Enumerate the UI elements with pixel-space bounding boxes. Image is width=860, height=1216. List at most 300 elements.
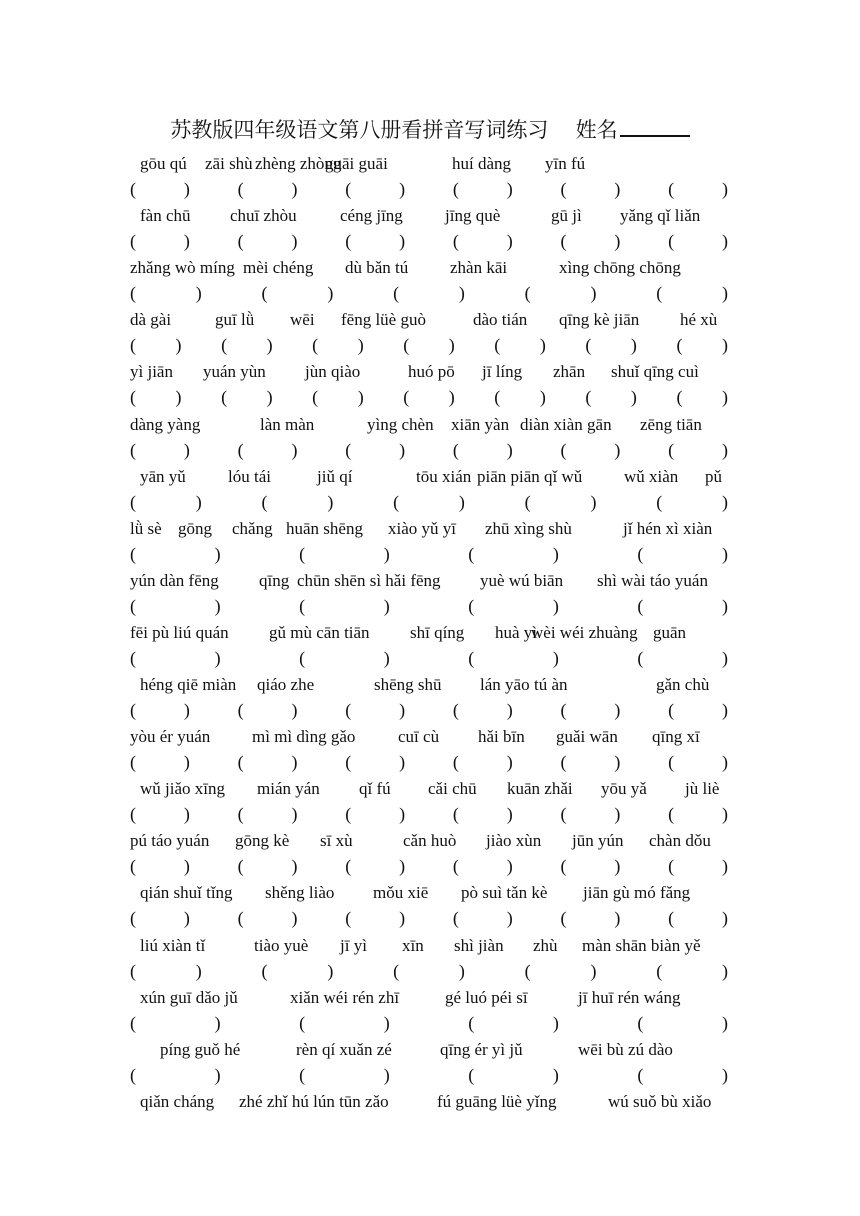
pinyin-word: lán yāo <box>480 675 530 694</box>
close-paren: ) <box>266 335 273 356</box>
close-paren: ) <box>291 804 298 825</box>
pinyin-word: yìng chèn <box>367 414 434 434</box>
pinyin-line <box>0 467 860 491</box>
open-paren: ( <box>468 647 475 668</box>
close-paren: ) <box>722 804 728 825</box>
answer-parentheses-line[interactable] <box>0 648 860 672</box>
pinyin-line <box>0 1040 860 1064</box>
open-paren: ( <box>130 335 136 356</box>
close-paren: ) <box>291 231 298 252</box>
close-paren: ) <box>175 387 182 408</box>
open-paren: ( <box>345 908 352 929</box>
close-paren: ) <box>552 543 559 564</box>
pinyin-word: chàn dǒu <box>649 831 711 851</box>
pinyin-word: wú suǒ bù xiǎo <box>608 1091 712 1111</box>
pinyin-word: dào tián <box>473 310 528 330</box>
pinyin-word: chūn shēn sì hǎi fēng <box>297 570 441 590</box>
open-paren: ( <box>676 387 683 408</box>
pinyin-line <box>0 779 860 803</box>
close-paren: ) <box>291 179 298 199</box>
close-paren: ) <box>183 752 190 773</box>
pinyin-word: chǎng <box>232 518 273 538</box>
pinyin-word: xiān yàn <box>451 414 510 434</box>
pinyin-word: héng qiē miàn <box>140 675 237 694</box>
open-paren: ( <box>393 283 400 304</box>
pinyin-word: gǎn chù <box>656 675 710 694</box>
close-paren: ) <box>614 908 621 929</box>
answer-parentheses-line[interactable] <box>0 179 860 203</box>
open-paren: ( <box>656 960 663 981</box>
pinyin-word: shì wài táo yuán <box>597 570 708 590</box>
pinyin-word: jī yì <box>340 935 367 955</box>
close-paren: ) <box>399 231 406 252</box>
open-paren: ( <box>637 543 644 564</box>
close-paren: ) <box>630 335 637 356</box>
pinyin-word: píng guǒ hé <box>160 1039 241 1059</box>
close-paren: ) <box>722 335 728 356</box>
open-paren: ( <box>656 283 663 304</box>
close-paren: ) <box>183 231 190 252</box>
pinyin-word: zāi shù <box>205 154 253 173</box>
open-paren: ( <box>312 387 319 408</box>
pinyin-line <box>0 362 860 386</box>
open-paren: ( <box>637 595 644 616</box>
close-paren: ) <box>506 700 513 720</box>
close-paren: ) <box>722 647 728 668</box>
pinyin-word: huà yì <box>495 622 538 642</box>
pinyin-line <box>0 519 860 543</box>
open-paren: ( <box>560 700 567 720</box>
pinyin-word: yān yǔ <box>140 466 186 486</box>
open-paren: ( <box>312 335 319 356</box>
pinyin-word: tōu xián <box>416 466 472 486</box>
close-paren: ) <box>195 283 202 304</box>
name-blank <box>620 117 690 137</box>
close-paren: ) <box>722 960 728 981</box>
open-paren: ( <box>560 231 567 252</box>
pinyin-word: xiǎn wéi rén zhī <box>290 987 400 1007</box>
close-paren: ) <box>183 439 190 460</box>
open-paren: ( <box>468 1012 475 1033</box>
open-paren: ( <box>452 439 459 460</box>
pinyin-word: yún dàn fēng <box>130 570 219 590</box>
close-paren: ) <box>722 543 728 564</box>
pinyin-word: huān shēng <box>286 518 363 538</box>
pinyin-word: dà gài <box>130 310 172 330</box>
close-paren: ) <box>552 1064 559 1085</box>
pinyin-line <box>0 1092 860 1116</box>
open-paren: ( <box>668 700 675 720</box>
pinyin-line <box>0 154 860 178</box>
close-paren: ) <box>506 856 513 877</box>
open-paren: ( <box>676 335 683 356</box>
close-paren: ) <box>722 439 728 460</box>
open-paren: ( <box>668 856 675 877</box>
close-paren: ) <box>722 752 728 773</box>
close-paren: ) <box>722 1012 728 1033</box>
open-paren: ( <box>524 491 531 512</box>
pinyin-word: qiáo zhe <box>257 675 315 694</box>
worksheet-title <box>0 114 860 144</box>
pinyin-word: yuán yùn <box>203 362 266 382</box>
pinyin-word: fēng lüè guò <box>341 310 426 330</box>
pinyin-line <box>0 623 860 647</box>
pinyin-line <box>0 258 860 282</box>
close-paren: ) <box>614 804 621 825</box>
open-paren: ( <box>452 752 459 773</box>
pinyin-word: wǔ jiǎo xīng <box>140 779 225 799</box>
pinyin-word: cuī cù <box>398 727 440 747</box>
open-paren: ( <box>130 231 136 252</box>
pinyin-line <box>0 675 860 699</box>
pinyin-word: guāi guāi <box>325 154 388 173</box>
close-paren: ) <box>722 231 728 252</box>
close-paren: ) <box>399 804 406 825</box>
pinyin-word: gé luó péi sī <box>445 987 528 1007</box>
pinyin-word: guǎi wān <box>556 727 618 747</box>
pinyin-word: fú guāng lüè yǐng <box>437 1091 557 1111</box>
pinyin-word: piān piān qǐ wǔ <box>477 466 583 486</box>
close-paren: ) <box>506 231 513 252</box>
open-paren: ( <box>345 700 352 720</box>
answer-parentheses-line[interactable] <box>0 231 860 255</box>
pinyin-word: zēng tiān <box>640 414 702 434</box>
pinyin-word: huí dàng <box>452 154 512 173</box>
open-paren: ( <box>637 1064 644 1085</box>
close-paren: ) <box>614 439 621 460</box>
close-paren: ) <box>291 752 298 773</box>
pinyin-word: shēng shū <box>374 675 442 694</box>
pinyin-word: qǐ fú <box>359 779 391 799</box>
open-paren: ( <box>345 231 352 252</box>
close-paren: ) <box>399 856 406 877</box>
pinyin-word: xún guī dǎo jǔ <box>140 987 238 1007</box>
pinyin-word: xiào yǔ yī <box>388 518 456 538</box>
pinyin-word: zhū xìng shù <box>485 518 572 538</box>
open-paren: ( <box>637 1012 644 1033</box>
close-paren: ) <box>722 595 728 616</box>
pinyin-word: tiào yuè <box>254 935 309 955</box>
open-paren: ( <box>299 543 306 564</box>
open-paren: ( <box>494 335 501 356</box>
name-label: 姓名 <box>575 118 618 142</box>
pinyin-word: màn shān biàn yě <box>582 935 701 955</box>
open-paren: ( <box>261 283 268 304</box>
close-paren: ) <box>506 752 513 773</box>
pinyin-word: yōu yǎ <box>601 779 647 799</box>
answer-parentheses-line[interactable] <box>0 856 860 880</box>
answer-parentheses-line[interactable] <box>0 283 860 307</box>
open-paren: ( <box>452 700 459 720</box>
close-paren: ) <box>614 856 621 877</box>
pinyin-word: wǔ xiàn <box>624 466 679 486</box>
open-paren: ( <box>221 387 228 408</box>
pinyin-line <box>0 936 860 960</box>
pinyin-word: jù liè <box>685 779 720 799</box>
pinyin-word: liú xiàn tǐ <box>140 935 206 955</box>
open-paren: ( <box>656 491 663 512</box>
close-paren: ) <box>506 908 513 929</box>
close-paren: ) <box>552 1012 559 1033</box>
open-paren: ( <box>130 960 136 981</box>
pinyin-line <box>0 310 860 334</box>
close-paren: ) <box>722 387 728 408</box>
open-paren: ( <box>299 647 306 668</box>
pinyin-word: gōng kè <box>235 831 290 851</box>
open-paren: ( <box>237 856 244 877</box>
close-paren: ) <box>183 179 190 199</box>
close-paren: ) <box>266 387 273 408</box>
open-paren: ( <box>237 908 244 929</box>
answer-parentheses-line[interactable] <box>0 1013 860 1037</box>
pinyin-word: hé xù <box>680 310 718 330</box>
close-paren: ) <box>383 1012 390 1033</box>
pinyin-word: mì mì dìng gǎo <box>252 727 356 747</box>
close-paren: ) <box>722 179 728 199</box>
open-paren: ( <box>452 856 459 877</box>
pinyin-word: pú táo yuán <box>130 831 210 851</box>
pinyin-word: guī lǜ <box>215 310 255 330</box>
pinyin-word: xìng chōng chōng <box>559 258 681 278</box>
pinyin-word: mèi chéng <box>243 258 314 278</box>
open-paren: ( <box>403 335 410 356</box>
open-paren: ( <box>345 856 352 877</box>
answer-parentheses-line[interactable] <box>0 804 860 828</box>
open-paren: ( <box>299 1064 306 1085</box>
pinyin-word: jī líng <box>482 362 523 382</box>
close-paren: ) <box>722 700 728 720</box>
close-paren: ) <box>183 908 190 929</box>
pinyin-word: huó pō <box>408 362 455 382</box>
answer-parentheses-line[interactable] <box>0 387 860 411</box>
open-paren: ( <box>668 752 675 773</box>
pinyin-word: qīng ér yì jǔ <box>440 1039 523 1059</box>
pinyin-word: shěng liào <box>265 883 335 903</box>
pinyin-word: lǜ sè <box>130 518 162 538</box>
close-paren: ) <box>357 335 364 356</box>
pinyin-word: rèn qí xuǎn zé <box>296 1039 392 1059</box>
pinyin-word: qīng <box>259 570 290 590</box>
close-paren: ) <box>614 752 621 773</box>
open-paren: ( <box>345 752 352 773</box>
open-paren: ( <box>130 752 136 773</box>
close-paren: ) <box>327 491 334 512</box>
open-paren: ( <box>345 179 352 199</box>
close-paren: ) <box>590 283 597 304</box>
close-paren: ) <box>291 700 298 720</box>
pinyin-word: shī qíng <box>410 622 465 642</box>
close-paren: ) <box>539 335 546 356</box>
close-paren: ) <box>552 647 559 668</box>
pinyin-word: shì jiàn <box>454 935 504 955</box>
pinyin-word: wēi bù zú dào <box>578 1039 673 1059</box>
close-paren: ) <box>630 387 637 408</box>
close-paren: ) <box>614 700 621 720</box>
pinyin-word: qián shuǐ tǐng <box>140 883 233 903</box>
close-paren: ) <box>448 387 455 408</box>
pinyin-word: gōu qú <box>140 154 187 173</box>
pinyin-word: diàn xiàn gān <box>520 414 612 434</box>
answer-parentheses-line[interactable] <box>0 908 860 932</box>
pinyin-word: yǎng qǐ liǎn <box>620 206 701 226</box>
open-paren: ( <box>393 960 400 981</box>
open-paren: ( <box>560 439 567 460</box>
pinyin-word: céng jīng <box>340 206 403 226</box>
open-paren: ( <box>668 179 675 199</box>
pinyin-word: jiān gù mó fǎng <box>583 883 691 903</box>
pinyin-word: zhǎng wò míng <box>130 258 235 278</box>
pinyin-word: gōng <box>178 518 212 538</box>
close-paren: ) <box>183 700 190 720</box>
pinyin-word: kuān zhǎi <box>507 779 573 799</box>
open-paren: ( <box>345 804 352 825</box>
close-paren: ) <box>552 595 559 616</box>
open-paren: ( <box>130 856 136 877</box>
open-paren: ( <box>130 1012 136 1033</box>
open-paren: ( <box>452 908 459 929</box>
pinyin-word: yīn fú <box>545 154 586 173</box>
pinyin-word: pǔ <box>705 466 722 486</box>
open-paren: ( <box>299 595 306 616</box>
open-paren: ( <box>130 1064 136 1085</box>
open-paren: ( <box>585 387 592 408</box>
answer-parentheses-line[interactable] <box>0 335 860 359</box>
close-paren: ) <box>214 647 221 668</box>
pinyin-word: mián yán <box>257 779 320 799</box>
pinyin-word: jī huī rén wáng <box>578 987 681 1007</box>
pinyin-word: wèi wéi zhuàng <box>531 622 638 642</box>
open-paren: ( <box>560 804 567 825</box>
answer-parentheses-line[interactable] <box>0 440 860 464</box>
pinyin-line <box>0 988 860 1012</box>
close-paren: ) <box>506 439 513 460</box>
open-paren: ( <box>452 179 459 199</box>
close-paren: ) <box>399 700 406 720</box>
open-paren: ( <box>668 908 675 929</box>
pinyin-word: gǔ mù cān tiān <box>269 622 370 642</box>
pinyin-word: hǎi bīn <box>478 727 525 747</box>
open-paren: ( <box>261 491 268 512</box>
open-paren: ( <box>668 439 675 460</box>
close-paren: ) <box>590 491 597 512</box>
pinyin-word: wēi <box>290 310 315 330</box>
close-paren: ) <box>590 960 597 981</box>
close-paren: ) <box>175 335 182 356</box>
close-paren: ) <box>383 647 390 668</box>
open-paren: ( <box>494 387 501 408</box>
close-paren: ) <box>722 283 728 304</box>
close-paren: ) <box>183 856 190 877</box>
pinyin-word: shuǐ qīng cuì <box>611 362 699 382</box>
close-paren: ) <box>195 491 202 512</box>
open-paren: ( <box>668 231 675 252</box>
pinyin-word: dàng yàng <box>130 414 201 434</box>
title-text: 苏教版四年级语文第八册看拼音写词练习 <box>170 118 549 142</box>
pinyin-word: fàn chū <box>140 206 191 226</box>
close-paren: ) <box>195 960 202 981</box>
open-paren: ( <box>393 491 400 512</box>
pinyin-word: guān <box>653 622 687 642</box>
close-paren: ) <box>399 439 406 460</box>
answer-parentheses-line[interactable] <box>0 752 860 776</box>
pinyin-word: chuī zhòu <box>230 206 297 226</box>
close-paren: ) <box>458 283 465 304</box>
pinyin-word: zhàn kāi <box>450 258 508 278</box>
answer-parentheses-line[interactable] <box>0 596 860 620</box>
close-paren: ) <box>614 179 621 199</box>
open-paren: ( <box>130 908 136 929</box>
pinyin-line <box>0 206 860 230</box>
answer-parentheses-line[interactable] <box>0 492 860 516</box>
pinyin-word: jiǔ qí <box>317 466 353 486</box>
open-paren: ( <box>237 179 244 199</box>
pinyin-word: pò suì tǎn kè <box>461 883 548 903</box>
pinyin-word: yì jiān <box>130 362 173 382</box>
close-paren: ) <box>458 491 465 512</box>
pinyin-word: gū jì <box>551 206 582 226</box>
open-paren: ( <box>468 595 475 616</box>
close-paren: ) <box>722 491 728 512</box>
pinyin-word: zhù <box>533 935 558 955</box>
open-paren: ( <box>261 960 268 981</box>
open-paren: ( <box>237 231 244 252</box>
pinyin-word: yuè wú biān <box>480 570 564 590</box>
close-paren: ) <box>614 231 621 252</box>
close-paren: ) <box>214 1012 221 1033</box>
pinyin-word: qīng kè jiān <box>559 310 640 330</box>
open-paren: ( <box>130 543 136 564</box>
answer-parentheses-line[interactable] <box>0 700 860 724</box>
pinyin-word: tú àn <box>534 675 568 694</box>
close-paren: ) <box>214 543 221 564</box>
open-paren: ( <box>299 1012 306 1033</box>
open-paren: ( <box>560 179 567 199</box>
close-paren: ) <box>214 1064 221 1085</box>
pinyin-line <box>0 883 860 907</box>
close-paren: ) <box>506 804 513 825</box>
open-paren: ( <box>221 335 228 356</box>
pinyin-word: làn màn <box>260 414 315 434</box>
pinyin-word: zhān <box>553 362 586 382</box>
close-paren: ) <box>722 908 728 929</box>
close-paren: ) <box>291 856 298 877</box>
pinyin-word: lóu tái <box>228 466 271 486</box>
open-paren: ( <box>585 335 592 356</box>
open-paren: ( <box>130 700 136 720</box>
open-paren: ( <box>560 752 567 773</box>
answer-parentheses-line[interactable] <box>0 1065 860 1089</box>
close-paren: ) <box>327 283 334 304</box>
open-paren: ( <box>452 804 459 825</box>
open-paren: ( <box>237 439 244 460</box>
open-paren: ( <box>524 283 531 304</box>
open-paren: ( <box>130 647 136 668</box>
close-paren: ) <box>399 179 406 199</box>
close-paren: ) <box>327 960 334 981</box>
pinyin-word: yòu ér yuán <box>130 727 211 747</box>
close-paren: ) <box>183 804 190 825</box>
open-paren: ( <box>637 647 644 668</box>
close-paren: ) <box>214 595 221 616</box>
open-paren: ( <box>130 491 136 512</box>
open-paren: ( <box>524 960 531 981</box>
pinyin-word: qīng xī <box>652 727 700 747</box>
answer-parentheses-line[interactable] <box>0 961 860 985</box>
pinyin-word: zhèng zhòng <box>255 154 342 173</box>
close-paren: ) <box>291 908 298 929</box>
answer-parentheses-line[interactable] <box>0 544 860 568</box>
open-paren: ( <box>130 804 136 825</box>
